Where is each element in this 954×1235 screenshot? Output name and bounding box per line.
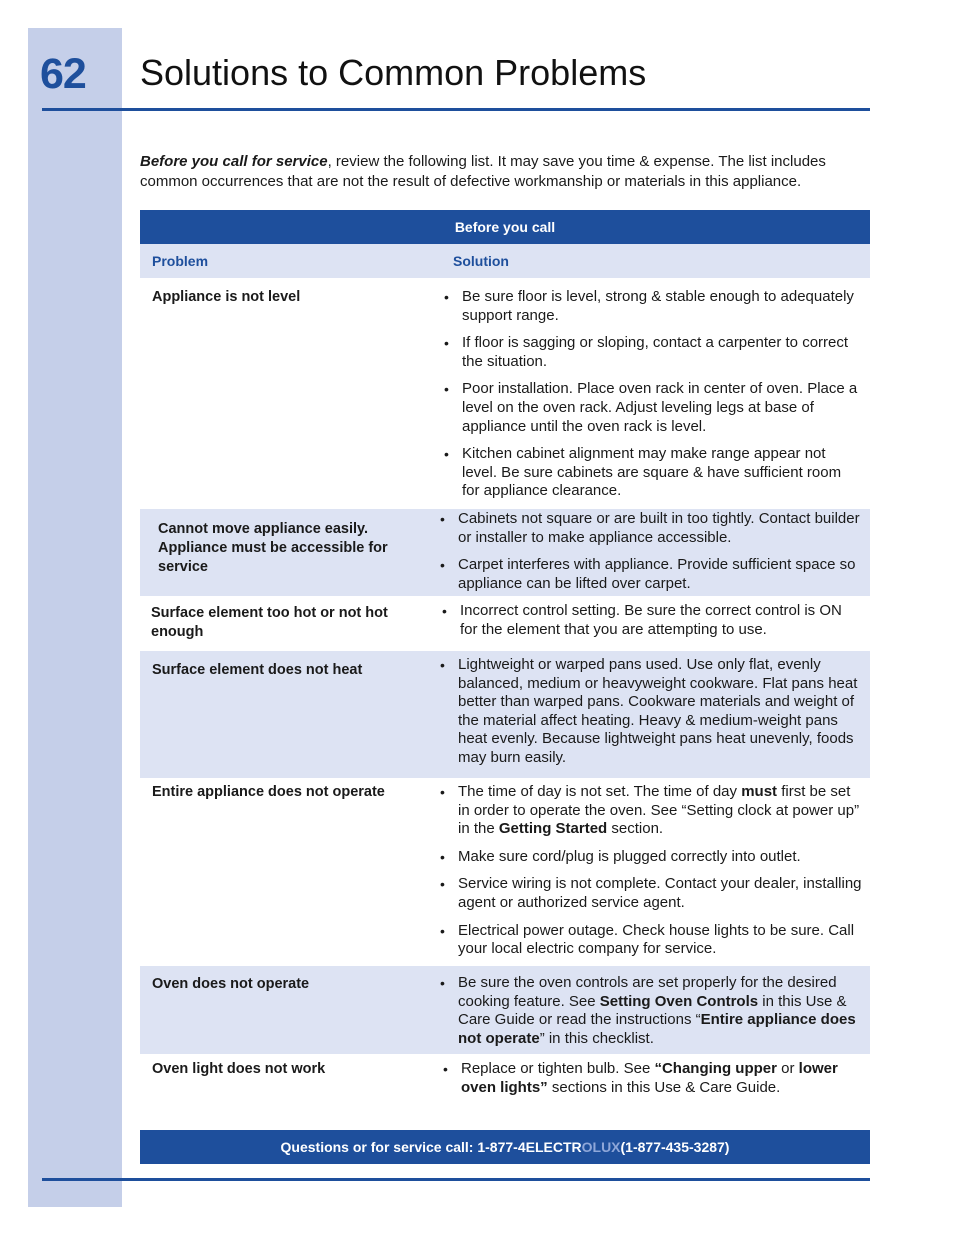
solution-item <box>442 380 862 436</box>
solution-emphasis: Setting Oven Controls <box>599 992 759 1010</box>
solution-text: Replace or tighten bulb. See <box>461 1060 655 1077</box>
table-row <box>140 651 870 778</box>
solution-text: or <box>776 1060 799 1077</box>
problem-cell: Entire appliance does not operate <box>152 784 385 800</box>
solution-text: Poor installation. Place oven rack in center of oven. Place a level on the oven rack. Adjust leveling legs at base of appliance until the oven rack is level. <box>462 380 858 435</box>
service-call-brand-tail: OLUX <box>581 1139 621 1155</box>
solution-item <box>438 556 862 593</box>
solution-emphasis: “Changing upper <box>654 1060 777 1077</box>
solution-item <box>438 510 862 547</box>
problem-cell: Surface element does not heat <box>152 662 363 678</box>
solution-item <box>441 1060 862 1097</box>
intro-text: , review the following list. It may save you time & expense. The list includes common occurrences that are not the result of defective workmanship or materials in this appliance. <box>140 153 826 190</box>
solution-item <box>442 334 862 371</box>
solution-item <box>442 445 862 501</box>
solution-text: The time of day is not set. The time of day <box>458 783 742 800</box>
solution-item <box>438 848 862 867</box>
top-divider <box>42 108 870 111</box>
table-column-headers <box>140 244 870 278</box>
solution-list <box>438 656 862 768</box>
column-header-solution: Solution <box>453 253 509 269</box>
column-header-problem: Problem <box>152 253 209 269</box>
solution-list <box>438 783 862 959</box>
service-call-suffix: (1-877-435-3287) <box>620 1139 730 1155</box>
solution-item <box>440 602 862 639</box>
page-number: 62 <box>40 50 86 98</box>
solution-text: in this Use & Care Guide or read the instructions “ <box>458 992 847 1029</box>
solution-item <box>438 783 862 839</box>
solution-text: If floor is sagging or sloping, contact a carpenter to correct the situation. <box>462 334 849 370</box>
solution-text: Carpet interferes with appliance. Provide sufficient space so appliance can be lifted over carpet. <box>458 556 856 592</box>
solution-text: Service wiring is not complete. Contact your dealer, installing agent or authorized service agent. <box>458 875 862 911</box>
page-title: Solutions to Common Problems <box>140 52 647 93</box>
table-row <box>140 778 870 966</box>
solution-text: ” in this checklist. <box>539 1029 654 1047</box>
solution-cell <box>438 778 870 966</box>
solution-cell <box>441 1054 870 1131</box>
solution-text: Make sure cord/plug is plugged correctly into outlet. <box>458 847 801 865</box>
problem-cell: Cannot move appliance easily. Appliance must be accessible for service <box>158 521 388 575</box>
solution-item <box>438 875 862 912</box>
solution-list <box>438 974 862 1048</box>
service-call-prefix: Questions or for service call: 1-877-4ELECTR <box>280 1139 582 1155</box>
solution-emphasis: lower oven lights” <box>461 1060 838 1096</box>
solution-list <box>441 1060 862 1097</box>
bottom-divider <box>42 1178 870 1181</box>
solution-text: Lightweight or warped pans used. Use only flat, evenly balanced, medium or heavyweight cookware. Flat pans heat better than warped pans. Cookware materials and weight of the material affect heating. Heavy & medium-weight pans heat evenly. Because lightweight pans heat unevenly, foods may burn easily. <box>458 656 858 766</box>
solution-emphasis: Getting Started <box>498 820 608 838</box>
solution-item <box>438 974 862 1048</box>
table-body <box>140 278 870 1131</box>
solution-list <box>440 602 862 639</box>
solution-emphasis: Entire appliance does not operate <box>458 1011 856 1047</box>
solution-text: Be sure floor is level, strong & stable enough to adequately support range. <box>462 288 854 324</box>
solution-emphasis: must <box>741 783 778 800</box>
problem-cell: Surface element too hot or not hot enough <box>151 605 388 640</box>
solution-cell <box>440 596 870 651</box>
problem-cell: Oven light does not work <box>152 1061 326 1077</box>
problem-cell: Appliance is not level <box>152 289 301 305</box>
left-sidebar-band <box>28 28 122 1207</box>
table-row <box>140 509 870 596</box>
intro-lead: Before you call for service <box>140 153 328 170</box>
solution-item <box>442 288 862 325</box>
table-header: Before you call <box>140 210 870 244</box>
solution-cell <box>438 966 870 1054</box>
solution-text: Electrical power outage. Check house lights to be sure. Call your local electric company for service. <box>458 921 855 958</box>
solution-text: Cabinets not square or are built in too tightly. Contact builder or installer to make appliance accessible. <box>458 510 860 546</box>
solution-text: Kitchen cabinet alignment may make range appear not level. Be sure cabinets are square & have sufficient room for appliance clearance. <box>462 445 842 500</box>
solution-list <box>442 288 862 501</box>
solution-item <box>438 922 862 959</box>
solution-text: sections in this Use & Care Guide. <box>547 1078 781 1096</box>
service-call-bar <box>140 1130 870 1164</box>
intro-paragraph <box>140 152 870 192</box>
solution-text: section. <box>607 820 664 838</box>
table-row <box>140 1054 870 1131</box>
solution-cell <box>438 651 870 778</box>
solution-list <box>438 510 862 593</box>
table-row <box>140 596 870 651</box>
solution-text: Be sure the oven controls are set properly for the desired cooking feature. See <box>458 974 837 1010</box>
solution-text: first be set in order to operate the oven. See “Setting clock at power up” in the <box>458 783 860 838</box>
solution-cell <box>438 509 870 596</box>
problem-cell: Oven does not operate <box>152 976 310 992</box>
table-row <box>140 278 870 509</box>
table-row <box>140 966 870 1054</box>
solution-cell <box>442 278 870 509</box>
solution-item <box>438 656 862 768</box>
solution-text: Incorrect control setting. Be sure the correct control is ON for the element that you are attempting to use. <box>460 602 842 638</box>
troubleshooting-table <box>140 210 870 1131</box>
